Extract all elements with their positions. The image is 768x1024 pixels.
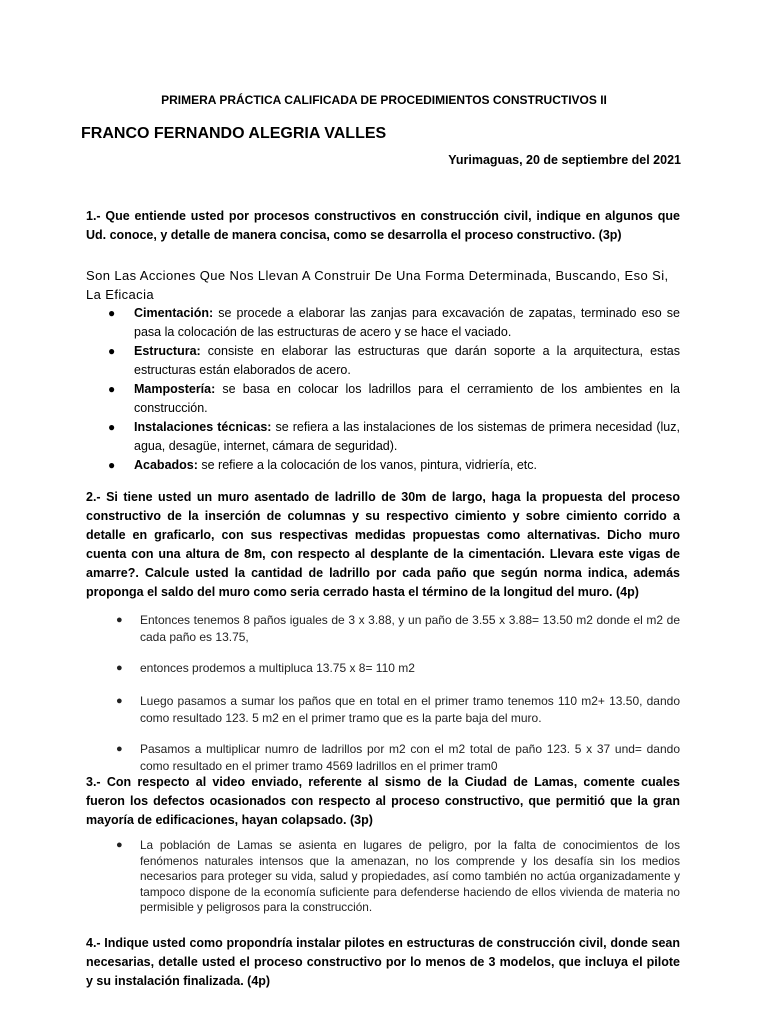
list-item-term: Mampostería: [134,382,216,396]
list-item [86,456,680,475]
bullet-icon: ● [108,382,116,396]
bullet-icon: ● [108,420,116,434]
list-item [86,418,680,456]
question-2: 2.- Si tiene usted un muro asentado de ladrillo de 30m de largo, haga la propuesta del proceso constructivo de la inserción de columnas y su respectivo cimiento y sobre cimiento corrido a detalle en graficarlo, con sus respectivas medidas propuestas como alternativas. Dicho muro cuenta con una altura de 8m, con respecto al desplante de la cimentación. Llevara este vigas de amarre?. Calcule usted la cantidad de ladrillo por cada paño que según norma indica, además proponga el saldo del muro como seria cerrado hasta el término de la longitud del muro. (4p) [86,490,680,599]
document-title: PRIMERA PRÁCTICA CALIFICADA DE PROCEDIMIENTOS CONSTRUCTIVOS II [161,93,607,107]
bullet-icon: ● [108,344,116,358]
author-name: FRANCO FERNANDO ALEGRIA VALLES [81,125,387,142]
list-item-term: Instalaciones técnicas: [134,420,272,434]
list-item [86,304,680,342]
bullet-icon: ● [116,743,123,755]
question-1-list [86,304,680,475]
document-date: Yurimaguas, 20 de septiembre del 2021 [448,153,681,167]
question-2-list [86,612,680,775]
bullet-icon: ● [108,306,116,320]
list-item: ● Entonces tenemos 8 paños iguales de 3 x 3.88, y un paño de 3.55 x 3.88= 13.50 m2 donde el m2 de cada paño es 13.75, [116,613,680,644]
bullet-icon: ● [116,614,123,626]
list-item-term: Acabados: [134,458,198,472]
question-3: 3.- Con respecto al video enviado, referente al sismo de la Ciudad de Lamas, comente cuales fueron los defectos ocasionados con respecto al proceso constructivo, que permitió que la gran mayoría de edificaciones, hayan colapsado. (3p) [86,775,680,827]
list-item: ● La población de Lamas se asienta en lugares de peligro, por la falta de conocimientos de los fenómenos naturales intensos que la amenazan, no los comprende y los desafía sin los medios necesarios para proteger su vida, salud y propiedades, así como también no actúa organizadamente y tampoco dispone de la economía suficiente para defenderse haciendo de ellos vivienda de materia no permisible y peligrosos para la construcción. [116,838,680,915]
bullet-icon: ● [116,695,123,707]
list-item-text: se procede a elaborar las zanjas para excavación de zapatas, terminado eso se pasa la colocación de las estructuras de acero y se hace el vaciado. [134,306,680,339]
list-item: ● Luego pasamos a sumar los paños que en total en el primer tramo tenemos 110 m2+ 13.50, dando como resultado 123. 5 m2 en el primer tramo que es la parte baja del muro. [116,694,680,725]
bullet-icon: ● [116,662,123,674]
list-item-term: Cimentación: [134,306,214,320]
list-item: ● Pasamos a multiplicar numro de ladrillos por m2 con el m2 total de paño 123. 5 x 37 und= dando como resultado en el primer tramo 4569 ladrillos en el primer tram0 [116,742,680,773]
question-3-list [86,838,680,916]
question-1-intro: Son Las Acciones Que Nos Llevan A Construir De Una Forma Determinada, Buscando, Eso Si, La Eficacia [86,268,669,302]
list-item-text: se refiera a las instalaciones de los sistemas de primera necesidad (luz, agua, desagüe, internet, cámara de seguridad). [134,420,680,453]
list-item-text: se refiere a la colocación de los vanos, pintura, vidriería, etc. [197,458,537,472]
list-item: ● entonces prodemos a multipluca 13.75 x 8= 110 m2 [116,661,415,675]
list-item-term: Estructura: [134,344,201,358]
list-item-text: consiste en elaborar las estructuras que darán soporte a la arquitectura, estas estructuras están elaborados de acero. [134,344,680,377]
bullet-icon: ● [116,839,123,851]
list-item [86,342,680,380]
question-4: 4.- Indique usted como propondría instalar pilotes en estructuras de construcción civil, donde sean necesarias, detalle usted el proceso constructivo por lo menos de 3 modelos, que incluya el pilote y su instalación finalizada. (4p) [86,936,680,988]
list-item-text: se basa en colocar los ladrillos para el cerramiento de los ambientes en la construcción. [134,382,680,415]
question-1: 1.- Que entiende usted por procesos constructivos en construcción civil, indique en algunos que Ud. conoce, y detalle de manera concisa, como se desarrolla el proceso constructivo. (3p) [86,209,680,242]
list-item [86,380,680,418]
bullet-icon: ● [108,458,116,472]
